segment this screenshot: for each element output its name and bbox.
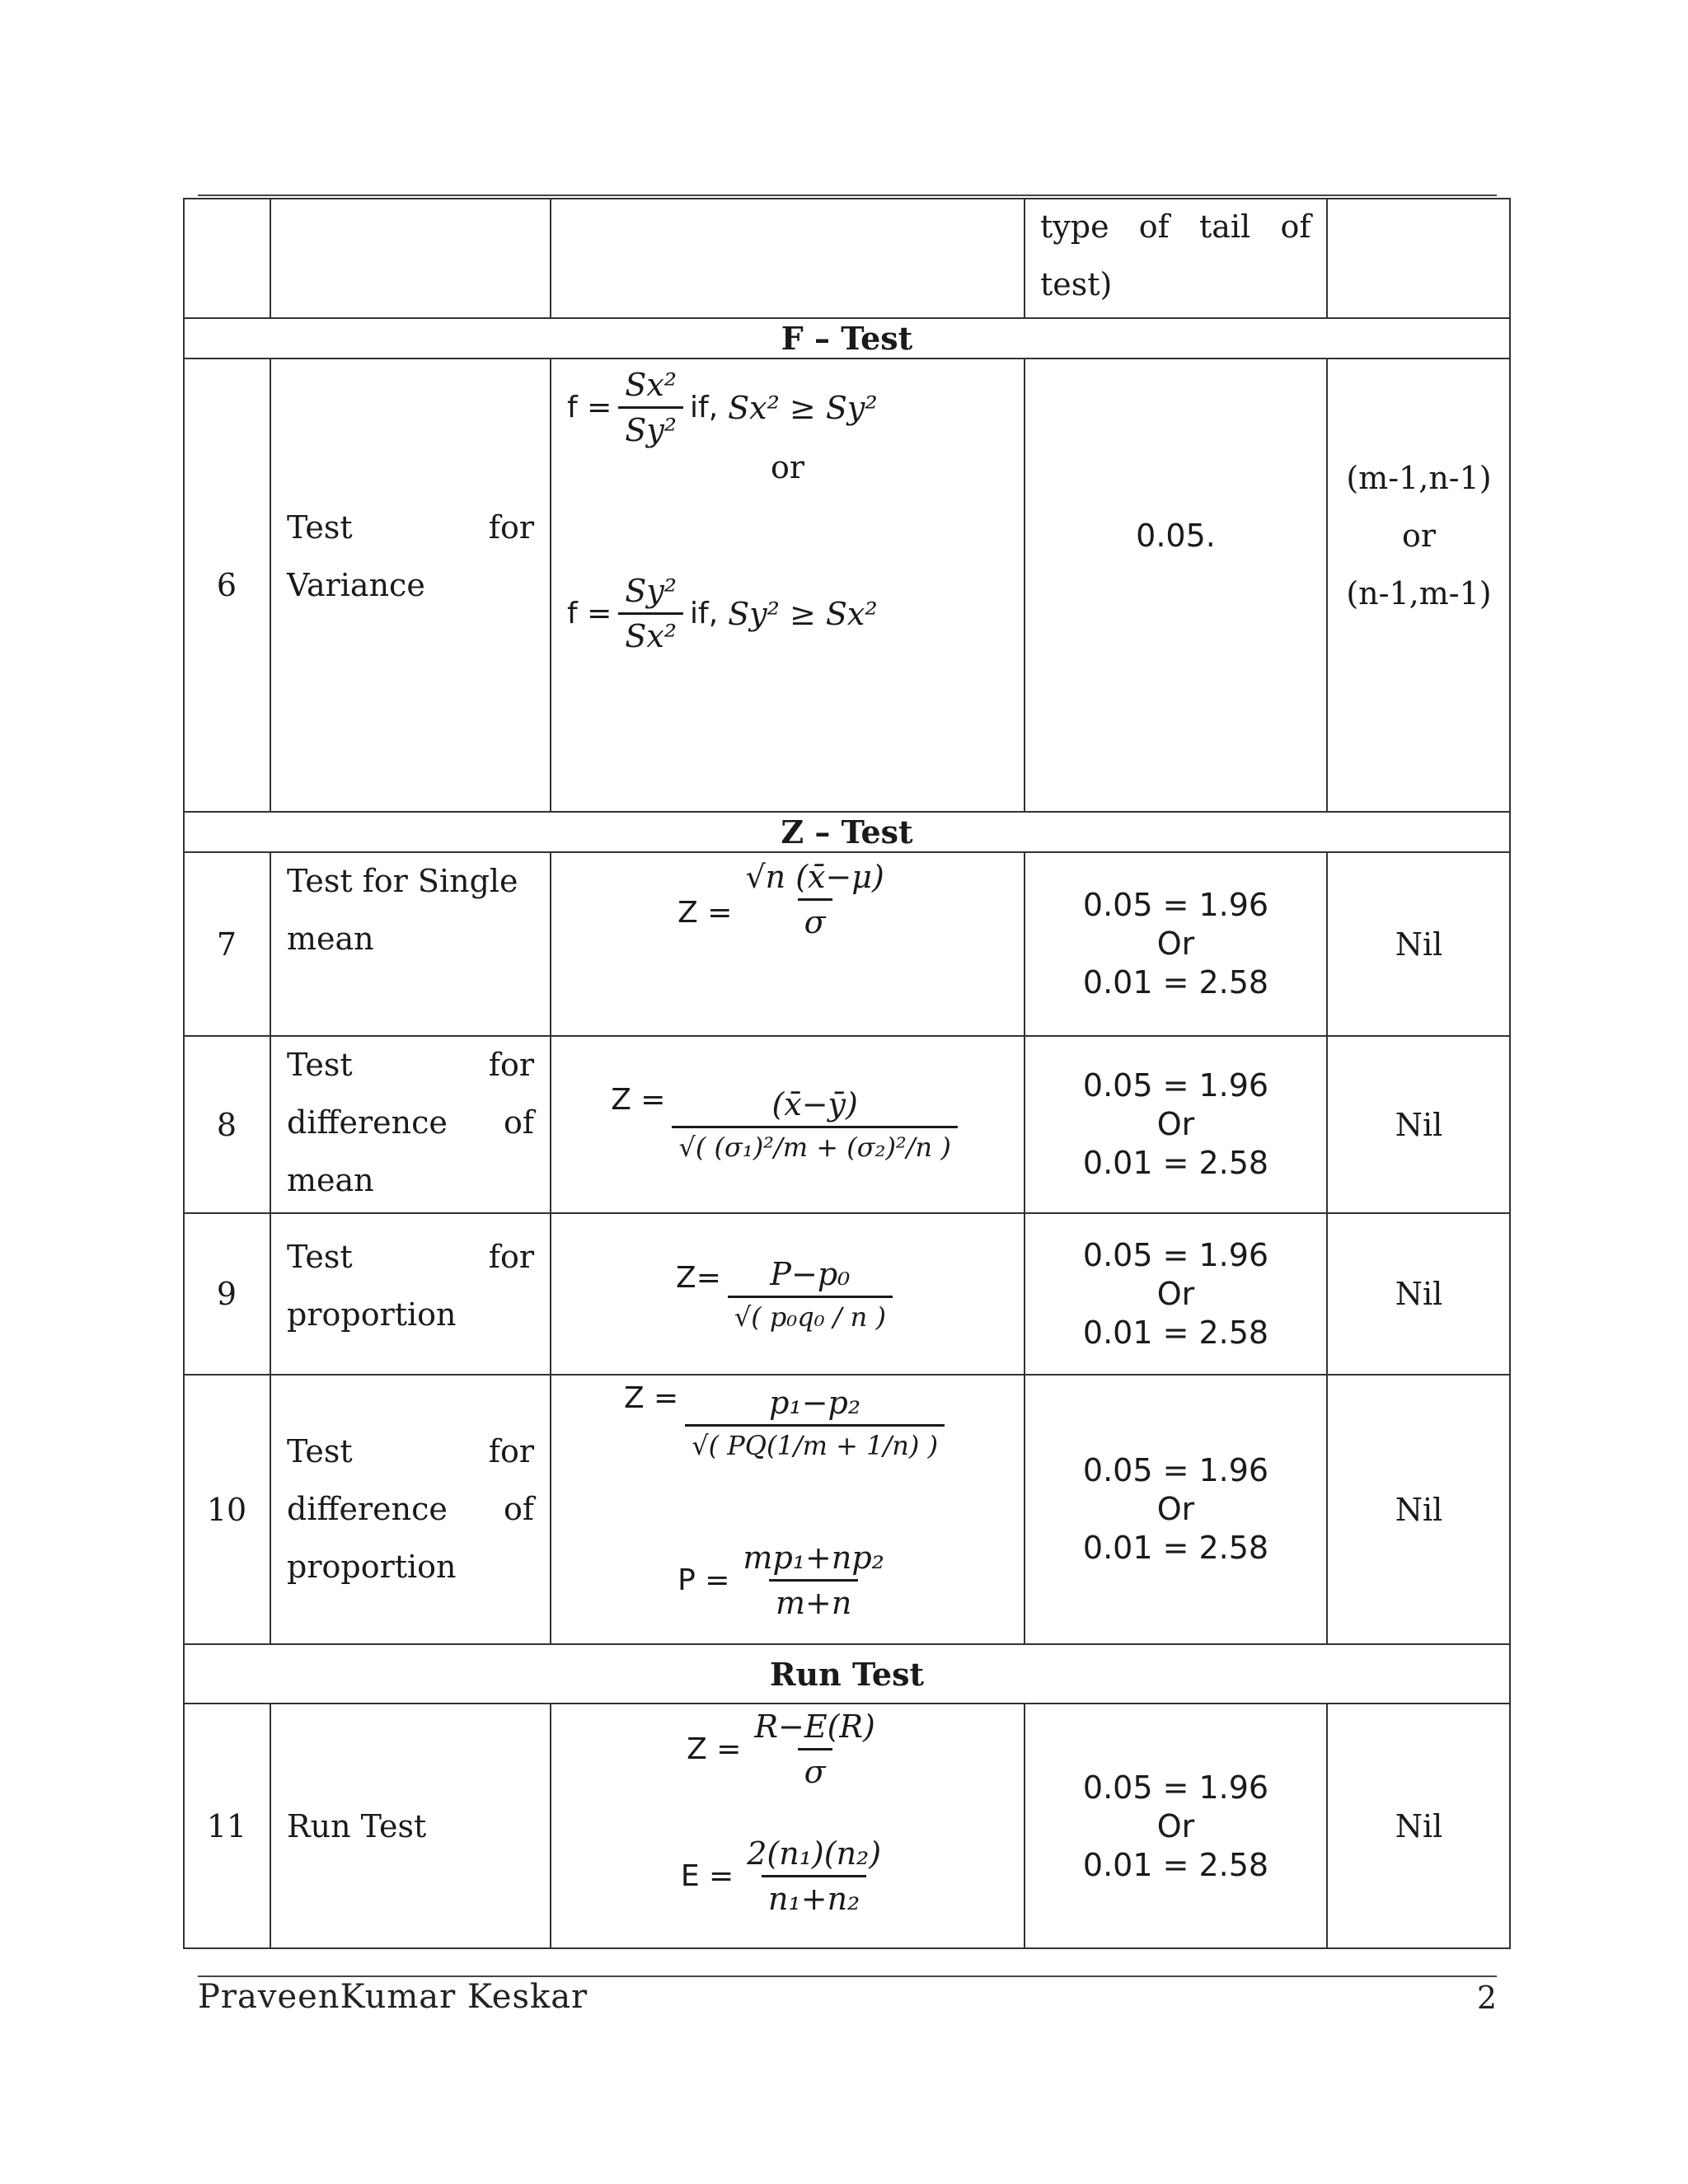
name-word: of xyxy=(504,1104,534,1141)
critical-line: Or xyxy=(1156,1491,1195,1527)
condition-expr: Sx² ≥ Sy² xyxy=(728,389,878,426)
name-word: Test xyxy=(287,1239,353,1275)
critical-line: 0.05 = 1.96 xyxy=(1082,1769,1269,1806)
test-name xyxy=(270,359,551,812)
critical-line: 0.05 = 1.96 xyxy=(1082,1067,1269,1104)
fraction: $\frac{\text{p₁−p₂}}{√( PQ(1/m + 1/n) )}$ xyxy=(685,1385,945,1461)
formula-cell xyxy=(551,1036,1025,1213)
formula-cell xyxy=(551,1213,1025,1375)
formula-cell xyxy=(551,1704,1025,1949)
critical-line: 0.05 = 1.96 xyxy=(1082,1236,1269,1273)
fraction: $\frac{\text{P−p₀}}{\text{√( p₀q₀ / n )}}$ xyxy=(728,1256,893,1333)
formula-cell xyxy=(551,359,1025,812)
name-word: for xyxy=(488,1047,534,1083)
formula-lhs: P = xyxy=(678,1563,730,1597)
name-word: Test xyxy=(287,1047,353,1083)
formula-e xyxy=(551,1835,1025,1917)
critical-value xyxy=(1025,1036,1327,1213)
section-title-z-test: Z – Test xyxy=(781,813,913,851)
formula-lhs: f = xyxy=(567,597,612,630)
critical-value: 0.05. xyxy=(1136,517,1216,554)
name-line xyxy=(287,1094,534,1151)
formula-lhs: f = xyxy=(567,391,612,424)
formula-table xyxy=(183,198,1511,1949)
condition-expr: Sy² ≥ Sx² xyxy=(728,595,878,632)
fraction: $\frac{\text{Sy²}}{\text{Sx²}}$ xyxy=(618,573,683,654)
name-word: of xyxy=(504,1491,534,1527)
footer-author: PraveenKumar Keskar xyxy=(198,1978,588,2016)
critical-line: 0.01 = 2.58 xyxy=(1082,1530,1269,1566)
or-text: or xyxy=(770,449,805,485)
degrees-of-freedom: Nil xyxy=(1395,926,1443,963)
formula-z xyxy=(551,1381,1025,1465)
critical-line: 0.01 = 2.58 xyxy=(1082,1145,1269,1181)
name-line: Test for Single xyxy=(287,863,518,899)
name-line xyxy=(287,1036,534,1094)
test-name xyxy=(270,1375,551,1644)
column-header-fragment xyxy=(1040,198,1320,318)
formula-lhs: Z = xyxy=(611,1083,666,1117)
row-number: 6 xyxy=(216,567,237,603)
formula-condition: if, xyxy=(690,391,719,424)
name-word: Test xyxy=(287,509,353,546)
name-line xyxy=(287,1480,534,1538)
degrees-of-freedom xyxy=(1327,359,1511,812)
fraction: $\frac{√n (x̄-\mu)}{\sigma}$ xyxy=(745,859,884,940)
formula-lhs: Z= xyxy=(676,1260,721,1295)
name-word: for xyxy=(488,1433,534,1469)
critical-value xyxy=(1025,1213,1327,1375)
df-line: (n-1,m-1) xyxy=(1346,575,1492,612)
header-line: test) xyxy=(1040,266,1113,302)
test-name xyxy=(270,1036,551,1213)
name-line xyxy=(287,1422,534,1480)
row-number: 8 xyxy=(216,1106,237,1143)
page-number: 2 xyxy=(1476,1980,1497,2016)
formula-lhs: Z = xyxy=(678,896,733,930)
row-number: 11 xyxy=(206,1808,247,1844)
critical-value xyxy=(1025,852,1327,1036)
test-name xyxy=(270,1213,551,1375)
name-word: mean xyxy=(287,1162,374,1198)
name-word: for xyxy=(488,1239,534,1275)
fraction: $\frac{\text{2(n₁)(n₂)}}{\text{n₁+n₂}}$ xyxy=(747,1835,882,1917)
critical-line: Or xyxy=(1156,926,1195,962)
critical-line: 0.01 = 2.58 xyxy=(1082,1314,1269,1351)
degrees-of-freedom: Nil xyxy=(1395,1808,1443,1844)
df-line: or xyxy=(1401,518,1437,554)
critical-value xyxy=(1025,1704,1327,1949)
footer-rule xyxy=(198,1975,1497,1977)
name-word: difference xyxy=(287,1491,448,1527)
formula-f2 xyxy=(567,573,878,654)
section-title-run-test: Run Test xyxy=(769,1655,925,1693)
degrees-of-freedom: Nil xyxy=(1395,1106,1443,1143)
name-word: Test xyxy=(287,1433,353,1469)
critical-line: Or xyxy=(1156,1807,1195,1844)
test-name xyxy=(270,852,551,1036)
fraction: $\frac{\text{mp₁+np₂}}{m+n}$ xyxy=(743,1540,884,1621)
df-line: (m-1,n-1) xyxy=(1346,460,1492,496)
formula-cell xyxy=(551,852,1025,1036)
critical-line: Or xyxy=(1156,1275,1195,1312)
degrees-of-freedom: Nil xyxy=(1395,1491,1443,1528)
name-word: proportion xyxy=(287,1549,457,1585)
formula-z xyxy=(551,1708,1025,1790)
critical-line: 0.01 = 2.58 xyxy=(1082,964,1269,1001)
fraction: $\frac{(x̄-ȳ)}{\text{√( (σ₁)²/m + (σ₂)²/n )}}$ xyxy=(672,1086,957,1163)
header-rule xyxy=(198,194,1497,196)
name-word: Variance xyxy=(287,567,425,603)
critical-value xyxy=(1025,1375,1327,1644)
critical-line: 0.01 = 2.58 xyxy=(1082,1846,1269,1883)
name-line xyxy=(287,499,534,556)
name-word: difference xyxy=(287,1104,448,1141)
critical-line: 0.05 = 1.96 xyxy=(1082,887,1269,923)
name-line: mean xyxy=(287,921,374,957)
formula-p xyxy=(551,1540,1025,1621)
formula-lhs: Z = xyxy=(623,1381,679,1415)
formula-lhs: E = xyxy=(680,1859,734,1893)
formula-lhs: Z = xyxy=(687,1732,742,1766)
name-word: proportion xyxy=(287,1296,457,1333)
row-number: 9 xyxy=(216,1276,237,1312)
critical-line: 0.05 = 1.96 xyxy=(1082,1452,1269,1488)
row-number: 7 xyxy=(216,926,237,963)
formula-cell xyxy=(551,1375,1025,1644)
section-title-f-test: F – Test xyxy=(781,320,913,357)
degrees-of-freedom: Nil xyxy=(1395,1276,1443,1312)
formula-f1 xyxy=(567,367,878,448)
critical-line: Or xyxy=(1156,1106,1195,1142)
test-name: Run Test xyxy=(287,1808,427,1844)
name-line xyxy=(287,1228,534,1286)
row-number: 10 xyxy=(206,1491,247,1528)
fraction: $\frac{\text{Sx²}}{\text{Sy²}}$ xyxy=(618,367,683,448)
fraction: $\frac{R-E(R)}{\sigma}$ xyxy=(754,1708,875,1790)
name-word: for xyxy=(488,509,534,546)
formula-condition: if, xyxy=(690,597,719,630)
header-line: type of tail of xyxy=(1040,209,1311,245)
